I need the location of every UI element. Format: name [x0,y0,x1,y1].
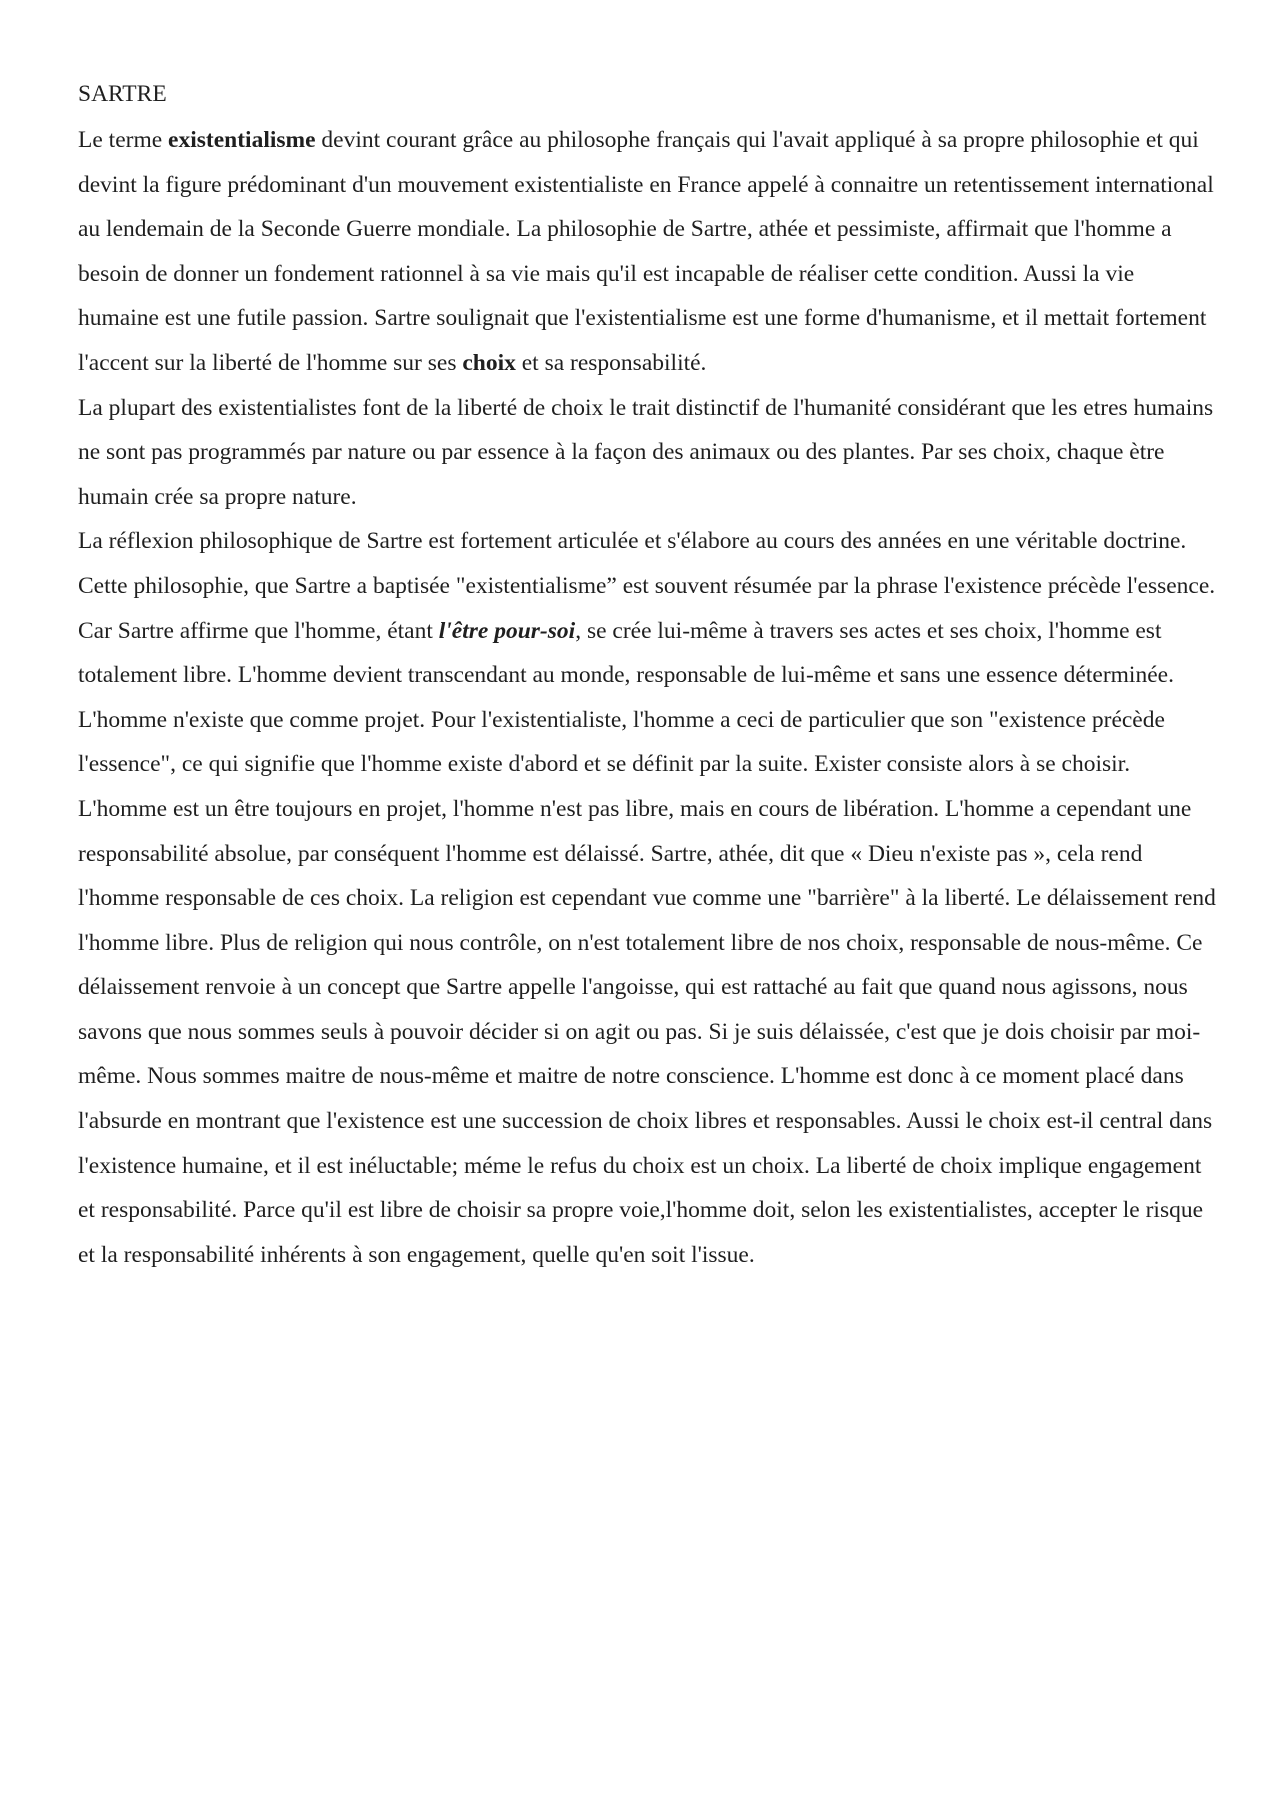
paragraph-intro [78,118,1218,386]
term-etre-pour-soi: l'être pour-soi [438,617,576,644]
paragraph-reflexion-text-2: , se crée lui-même à travers ses actes et ses choix, l'homme est totalement libre. L'homme devient transcendant au monde, responsable de lui-même et sans une essence déterminée. L'homme n'existe que comme projet. Pour l'existentialiste, l'homme a ceci de particulier que son "existence précède l'essence", ce qui signifie que l'homme existe d'abord et se définit par la suite. Exister consiste alors à se choisir. L'homme est un être toujours en projet, l'homme n'est pas libre, mais en cours de libération. L'homme a cependant une responsabilité absolue, par conséquent l'homme est délaissé. Sartre, athée, dit que « Dieu n'existe pas », cela rend l'homme responsable de ces choix. La religion est cependant vue comme une "barrière" à la liberté. Le délaissement rend l'homme libre. Plus de religion qui nous contrôle, on n'est totalement libre de nos choix, responsable de nous-même. Ce délaissement renvoie à un concept que Sartre appelle l'angoisse, qui est rattaché au fait que quand nous agissons, nous savons que nous sommes seuls à pouvoir décider si on agit ou pas. Si je suis délaissée, c'est que je dois choisir par moi-même. Nous sommes maitre de nous-même et maitre de notre conscience. L'homme est donc à ce moment placé dans l'absurde en montrant que l'existence est une succession de choix libres et responsables. Aussi le choix est-il central dans l'existence humaine, et il est inéluctable; méme le refus du choix est un choix. La liberté de choix implique engagement et responsabilité. Parce qu'il est libre de choisir sa propre voie,l'homme doit, selon les existentialistes, accepter le risque et la responsabilité inhérents à son engagement, quelle qu'en soit l'issue. [78,617,1216,1268]
term-existentialisme: existentialisme [168,127,316,153]
document-page [78,78,1218,1277]
paragraph-reflexion-text-1: La réflexion philosophique de Sartre est fortement articulée et s'élabore au cours des années en une véritable doctrine. Cette philosophie, que Sartre a baptisée "existentialisme” est souvent résumée par la phrase l'existence précède l'essence. Car Sartre affirme que l'homme, étant [78,528,1216,644]
term-choix: choix [462,349,516,376]
paragraph-freedom: La plupart des existentialistes font de la liberté de choix le trait distinctif de l'humanité considérant que les etres humains ne sont pas programmés par nature ou par essence à la façon des animaux ou des plantes. Par ses choix, chaque ètre humain crée sa propre nature. [78,394,1214,510]
document-title: SARTRE [78,81,167,107]
paragraph-intro-text-2: devint courant grâce au philosophe français qui l'avait appliqué à sa propre philosophie et qui devint la figure prédominant d'un mouvement existentialiste en France appelé à connaitre un retentissement international au lendemain de la Seconde Guerre mondiale. La philosophie de Sartre, athée et pessimiste, affirmait que l'homme a besoin de donner un fondement rationnel à sa vie mais qu'il est incapable de réaliser cette condition. Aussi la vie humaine est une futile passion. Sartre soulignait que l'existentialisme est une forme d'humanisme, et il mettait fortement l'accent sur la liberté de l'homme sur ses [78,127,1214,376]
paragraph-intro-text-3: et sa responsabilité. [515,349,707,376]
paragraph-reflexion [78,519,1218,1277]
paragraph-intro-text-1: Le terme [78,127,169,153]
